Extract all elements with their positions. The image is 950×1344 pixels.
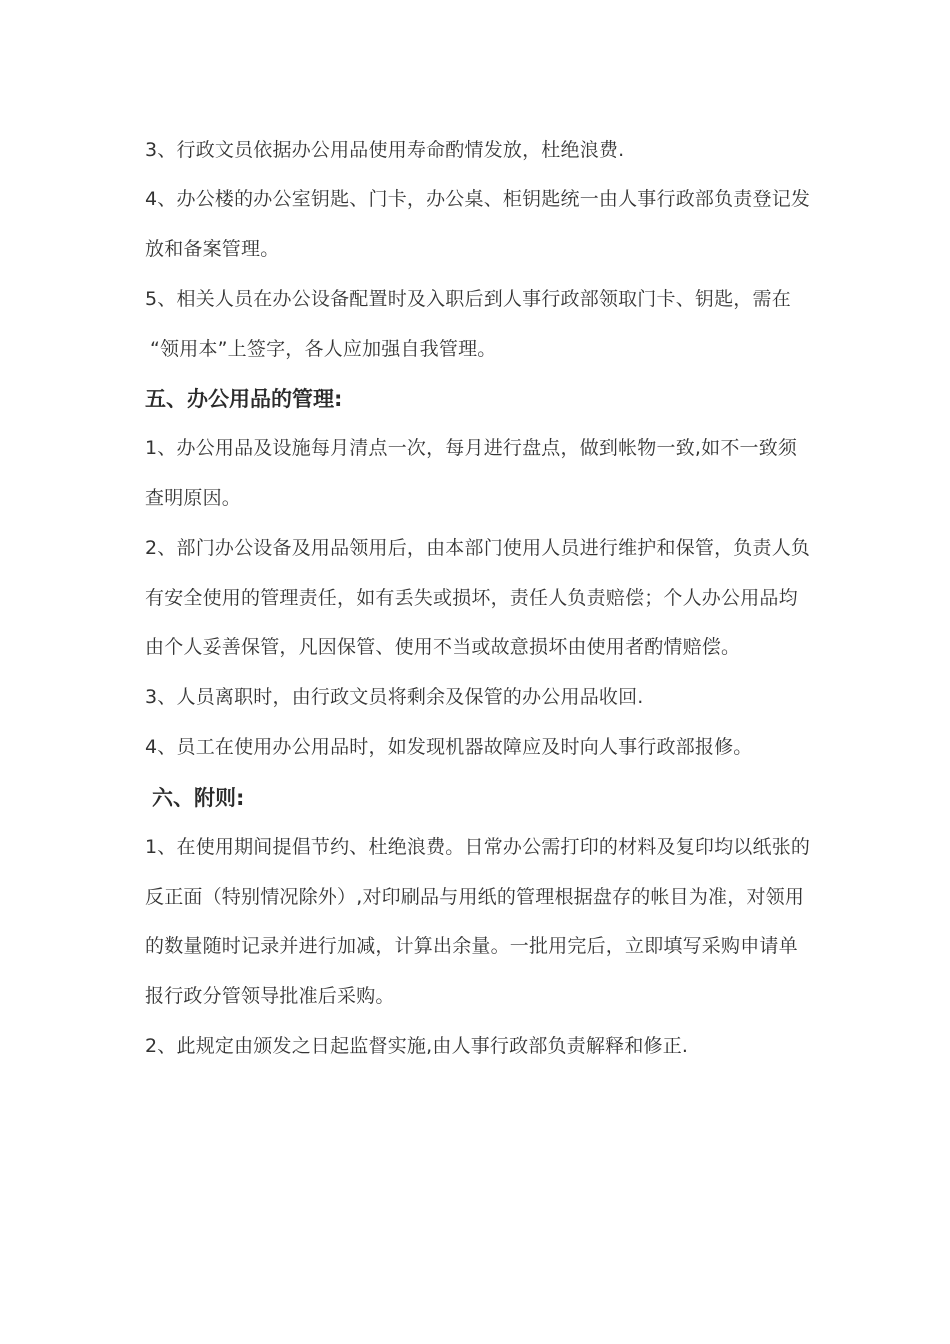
paragraph-line: 4、员工在使用办公用品时，如发现机器故障应及时向人事行政部报修。 [145, 736, 753, 758]
section-heading-6: 六、附则: [152, 786, 245, 810]
paragraph-line: 4、办公楼的办公室钥匙、门卡，办公桌、柜钥匙统一由人事行政部负责登记发 [145, 188, 811, 210]
section-heading-5: 五、办公用品的管理: [145, 387, 343, 411]
paragraph-line: 3、人员离职时，由行政文员将剩余及保管的办公用品收回. [145, 686, 644, 708]
paragraph-line: 由个人妥善保管，凡因保管、使用不当或故意损坏由使用者酌情赔偿。 [145, 636, 741, 658]
paragraph-line: 2、此规定由颁发之日起监督实施,由人事行政部负责解释和修正. [145, 1035, 689, 1057]
paragraph-line: 报行政分管领导批准后采购。 [145, 985, 395, 1007]
paragraph-line: 2、部门办公设备及用品领用后，由本部门使用人员进行维护和保管，负责人负 [145, 537, 811, 559]
paragraph-line: 1、办公用品及设施每月清点一次，每月进行盘点，做到帐物一致,如不一致须 [145, 437, 798, 459]
paragraph-line: 有安全使用的管理责任，如有丢失或损坏，责任人负责赔偿；个人办公用品均 [145, 587, 798, 609]
paragraph-line: 3、行政文员依据办公用品使用寿命酌情发放，杜绝浪费. [145, 139, 625, 161]
paragraph-line: 查明原因。 [145, 487, 242, 509]
paragraph-line: 1、在使用期间提倡节约、杜绝浪费。日常办公需打印的材料及复印均以纸张的 [145, 836, 811, 858]
paragraph-line: “领用本”上签字，各人应加强自我管理。 [150, 338, 497, 360]
paragraph-line: 5、相关人员在办公设备配置时及入职后到人事行政部领取门卡、钥匙，需在 [145, 288, 791, 310]
paragraph-line: 放和备案管理。 [145, 238, 280, 260]
paragraph-line: 的数量随时记录并进行加减，计算出余量。一批用完后，立即填写采购申请单 [145, 935, 798, 957]
paragraph-line: 反正面（特别情况除外）,对印刷品与用纸的管理根据盘存的帐目为准，对领用 [145, 886, 805, 908]
